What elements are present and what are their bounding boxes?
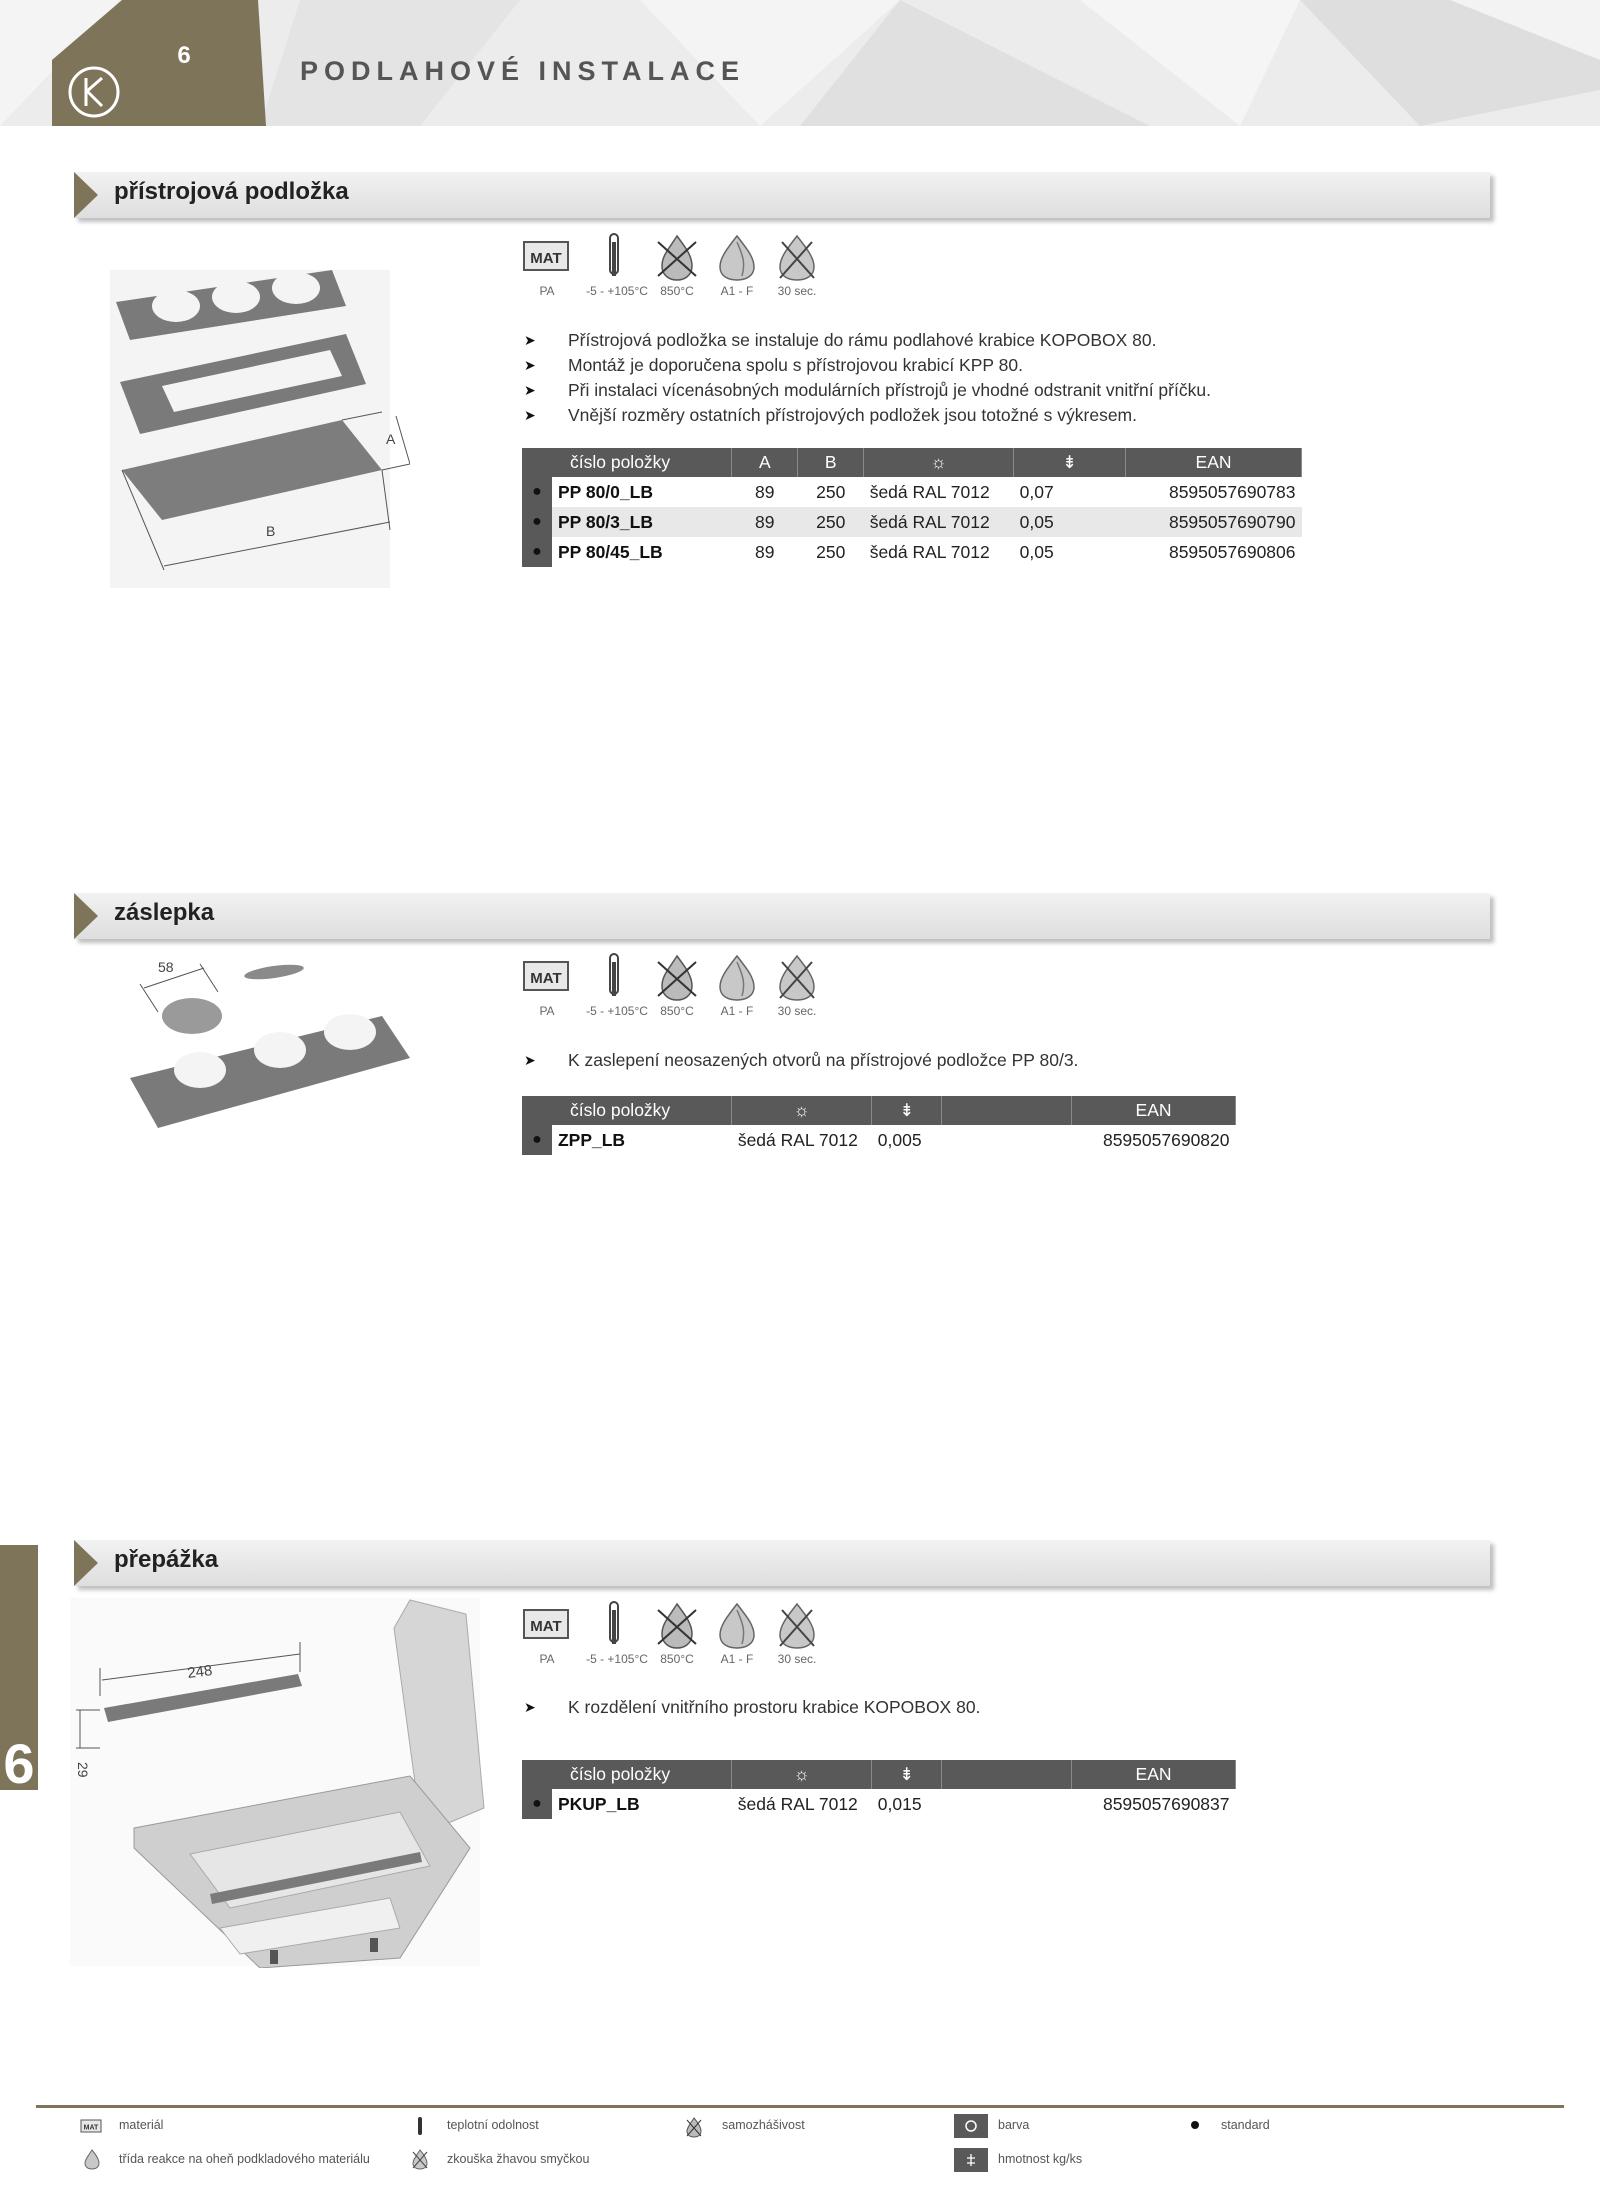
duration-label: 30 sec. — [777, 1004, 817, 1018]
divider-drawing — [70, 1598, 490, 1968]
dimension-label-a: A — [386, 431, 396, 447]
standard-dot-icon: ● — [522, 1789, 552, 1819]
product-table — [522, 1760, 1236, 1819]
legend-weight: hmotnost kg/ks — [998, 2152, 1083, 2166]
weight-icon: ⇟ — [1014, 448, 1126, 477]
bullet-list — [524, 1048, 1078, 1073]
section-arrow — [74, 893, 98, 939]
legend-standard: standard — [1221, 2118, 1270, 2132]
legend-fire-class: třída reakce na oheň podkladového materiálu — [119, 2152, 370, 2166]
svg-text:MAT: MAT — [530, 970, 562, 987]
table-row: ● PP 80/45_LB 89 250 šedá RAL 7012 0,05 8595057690806 — [522, 537, 1302, 567]
chapter-number: 6 — [3, 1732, 35, 1795]
section-title: přepážka — [114, 1546, 219, 1573]
section-bar-blanking-plug — [74, 893, 1490, 939]
material-icon — [522, 1600, 572, 1650]
svg-text:MAT: MAT — [530, 1618, 562, 1635]
glow-wire-icon — [772, 1600, 822, 1650]
standard-dot-icon: ● — [522, 1125, 552, 1155]
fire-class-icon — [712, 1600, 762, 1650]
bullet-list — [524, 1695, 980, 1720]
weight-icon: ⇟ — [872, 1096, 942, 1125]
color-icon: ☼ — [732, 1760, 872, 1789]
fire-class-icon — [82, 2148, 102, 2170]
material-icon — [522, 952, 572, 1002]
glow-wire-icon — [772, 232, 822, 282]
material-label: PA — [539, 1004, 555, 1018]
color-icon: ☼ — [732, 1096, 872, 1125]
glow-temp-label: 850°C — [660, 1004, 694, 1018]
property-icons — [520, 952, 840, 1022]
duration-label: 30 sec. — [777, 1652, 817, 1666]
instrument-plate-drawing — [110, 270, 410, 590]
dimension-label-b: B — [266, 523, 276, 539]
property-icons — [520, 1600, 840, 1670]
page-title: PODLAHOVÉ INSTALACE — [300, 56, 746, 86]
weight-icon — [954, 2148, 988, 2172]
fire-class-label: A1 - F — [720, 1652, 754, 1666]
dimension-label-29: 29 — [75, 1762, 91, 1778]
bullet-list — [524, 328, 1211, 428]
standard-dot-icon: ● — [522, 537, 552, 567]
glow-temp-label: 850°C — [660, 284, 694, 298]
material-icon — [522, 232, 572, 282]
legend-color: barva — [998, 2118, 1030, 2132]
footer-divider — [36, 2105, 1564, 2108]
table-row: ● ZPP_LB šedá RAL 7012 0,005 8595057690820 — [522, 1125, 1236, 1155]
arrow-icon: ➤ — [524, 407, 536, 423]
table-row: ● PKUP_LB šedá RAL 7012 0,015 8595057690837 — [522, 1789, 1236, 1819]
arrow-icon: ➤ — [524, 357, 536, 373]
temperature-label: -5 - +105°C — [586, 284, 648, 298]
fire-class-icon — [712, 232, 762, 282]
glow-temp-label: 850°C — [660, 1652, 694, 1666]
fire-class-icon — [712, 952, 762, 1002]
bullet-item: ➤ Při instalaci vícenásobných modulárních přístrojů je vhodné odstranit vnitřní příčku. — [524, 378, 1211, 403]
material-icon — [80, 2118, 102, 2134]
color-icon — [954, 2114, 988, 2138]
self-extinguishing-icon — [652, 1600, 702, 1650]
section-arrow — [74, 1540, 98, 1586]
glow-wire-icon — [772, 952, 822, 1002]
self-extinguishing-icon — [684, 2116, 704, 2138]
fire-class-label: A1 - F — [720, 1004, 754, 1018]
table-row: ● PP 80/3_LB 89 250 šedá RAL 7012 0,05 8595057690790 — [522, 507, 1302, 537]
glow-wire-icon — [410, 2148, 430, 2170]
legend-material: materiál — [119, 2118, 164, 2132]
weight-icon: ⇟ — [872, 1760, 942, 1789]
svg-text:MAT: MAT — [530, 250, 562, 267]
product-table — [522, 1096, 1236, 1155]
thermometer-icon — [592, 952, 642, 1002]
material-label: PA — [539, 1652, 555, 1666]
legend-temperature: teplotní odolnost — [447, 2118, 539, 2132]
table-row: ● PP 80/0_LB 89 250 šedá RAL 7012 0,07 8595057690783 — [522, 477, 1302, 507]
bullet-item: ➤ Montáž je doporučena spolu s přístrojovou krabicí KPP 80. — [524, 353, 1211, 378]
section-title: záslepka — [114, 899, 215, 926]
table-header: číslo položky A B ☼ ⇟ EAN — [522, 448, 1302, 477]
duration-label: 30 sec. — [777, 284, 817, 298]
property-icons — [520, 232, 840, 302]
standard-dot-icon: ● — [522, 477, 552, 507]
standard-dot-icon: ● — [522, 507, 552, 537]
standard-dot-icon — [1190, 2120, 1200, 2130]
bullet-item: ➤ K zaslepení neosazených otvorů na přístrojové podložce PP 80/3. — [524, 1048, 1078, 1073]
table-header: číslo položky ☼ ⇟ EAN — [522, 1096, 1236, 1125]
thermometer-icon — [414, 2116, 426, 2136]
header-page-tab — [52, 0, 266, 126]
page-number: 6 — [177, 42, 191, 69]
legend-glow-wire: zkouška žhavou smyčkou — [447, 2152, 590, 2166]
self-extinguishing-icon — [652, 232, 702, 282]
self-extinguishing-icon — [652, 952, 702, 1002]
table-header: číslo položky ☼ ⇟ EAN — [522, 1760, 1236, 1789]
thermometer-icon — [592, 232, 642, 282]
legend-self-extinguishing: samozhášivost — [722, 2118, 805, 2132]
dimension-label-248: 248 — [186, 1662, 214, 1682]
arrow-icon: ➤ — [524, 1052, 536, 1068]
temperature-label: -5 - +105°C — [586, 1004, 648, 1018]
arrow-icon: ➤ — [524, 382, 536, 398]
blanking-plug-drawing — [120, 948, 420, 1138]
arrow-icon: ➤ — [524, 332, 536, 348]
section-arrow — [74, 172, 98, 218]
product-table — [522, 448, 1302, 567]
color-icon: ☼ — [864, 448, 1014, 477]
bullet-item: ➤ Přístrojová podložka se instaluje do rámu podlahové krabice KOPOBOX 80. — [524, 328, 1211, 353]
temperature-label: -5 - +105°C — [586, 1652, 648, 1666]
bullet-item: ➤ K rozdělení vnitřního prostoru krabice KOPOBOX 80. — [524, 1695, 980, 1720]
material-label: PA — [539, 284, 555, 298]
svg-text:MAT: MAT — [83, 2124, 99, 2132]
thermometer-icon — [592, 1600, 642, 1650]
bullet-item: ➤ Vnější rozměry ostatních přístrojových podložek jsou totožné s výkresem. — [524, 403, 1211, 428]
arrow-icon: ➤ — [524, 1699, 536, 1715]
dimension-label-58: 58 — [158, 959, 174, 975]
fire-class-label: A1 - F — [720, 284, 754, 298]
section-bar-divider — [74, 1540, 1490, 1586]
section-title: přístrojová podložka — [114, 178, 349, 205]
